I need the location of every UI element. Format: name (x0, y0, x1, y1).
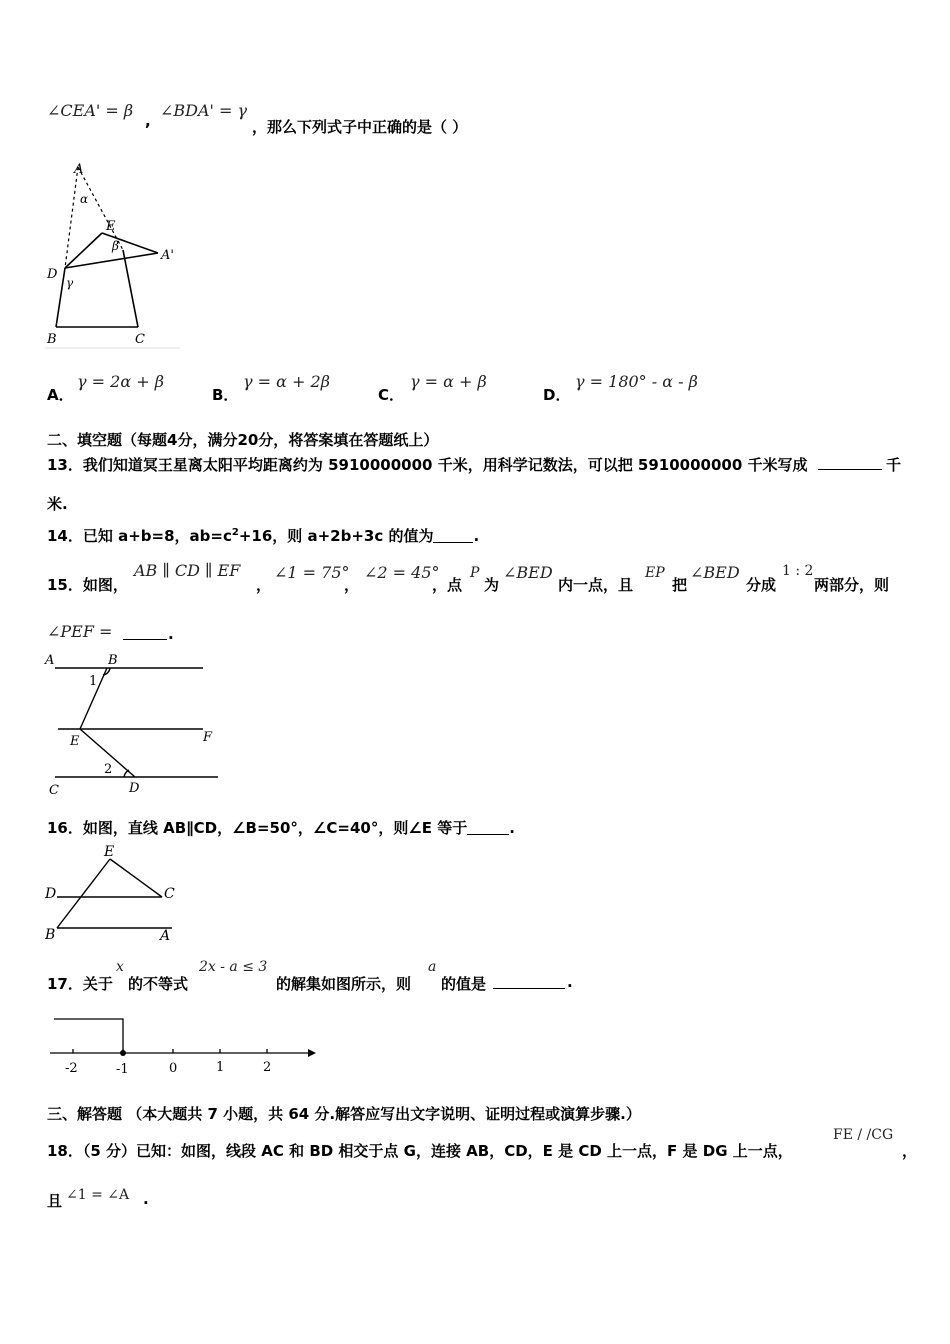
q18-line2-prefix: 且 (47, 1192, 63, 1210)
q16-answer-blank[interactable] (467, 822, 509, 835)
label-a-prime: A' (161, 248, 174, 263)
tick-label: 0 (169, 1061, 178, 1076)
label-b: B (45, 927, 56, 943)
edge-ce (123, 250, 138, 327)
q17-var-x: x (116, 959, 124, 975)
q18-comma: ， (902, 1142, 918, 1160)
tick-label: 2 (263, 1060, 272, 1075)
q12-question: ，那么下列式子中正确的是（ ） (252, 118, 468, 136)
q14-sup: 2 (231, 527, 239, 538)
label-e: E (104, 844, 115, 860)
q12-figure (40, 155, 190, 355)
q15-sep2: ， (344, 576, 360, 594)
q14-prefix: 14．已知 a+b=8，ab=c (47, 527, 232, 545)
q15-t4: 把 (672, 576, 688, 594)
q16-line (47, 817, 515, 838)
q15-point-p: P (470, 565, 480, 581)
label-c: C (49, 783, 59, 798)
q15-angle2: ∠2 = 45° (364, 563, 440, 582)
label-beta: β (112, 239, 119, 253)
q16-figure (40, 842, 190, 944)
option-a-expr: γ = 2α + β (77, 372, 164, 391)
solid-point (120, 1050, 126, 1056)
solution-bracket (54, 1019, 123, 1053)
q17-t3: 的值是 (441, 975, 487, 993)
q18-end: . (143, 1190, 149, 1208)
arc-angle-2 (124, 770, 129, 777)
label-b: B (108, 653, 118, 668)
q15-answer-blank[interactable] (123, 627, 167, 640)
dash-ad (65, 167, 78, 268)
label-d: D (129, 781, 140, 796)
label-gamma: γ (66, 276, 74, 290)
q13-unit-part1: 千 (886, 456, 902, 474)
dash-ae (78, 167, 123, 250)
edge-ea-prime (102, 233, 158, 253)
q15-bed2: ∠BED (690, 563, 740, 582)
option-b-expr: γ = α + 2β (243, 372, 330, 391)
option-b-letter: B． (212, 386, 239, 404)
q15-bed1: ∠BED (503, 563, 553, 582)
tick-label: 1 (216, 1060, 225, 1075)
q14-end: . (473, 527, 480, 545)
q18-angle-eq: ∠1 = ∠A (66, 1187, 130, 1203)
q15-parallel: AB ∥ CD ∥ EF (134, 561, 241, 580)
q17-var-a: a (428, 959, 437, 975)
label-f: F (203, 730, 213, 745)
label-d: D (47, 267, 58, 282)
q15-t6: 两部分，则 (814, 576, 890, 594)
q15-ratio: 1 : 2 (782, 563, 814, 579)
q17-end: . (567, 973, 573, 991)
q12-angle-beta: ∠CEA' = β (47, 101, 134, 120)
q15-pef: ∠PEF = (47, 622, 113, 641)
tick-label: -1 (116, 1062, 129, 1077)
option-d-expr: γ = 180° - α - β (575, 372, 698, 391)
q15-prefix: 15．如图， (47, 576, 128, 594)
q15-sep1: ， (256, 576, 272, 594)
q14-suffix: +16，则 a+2b+3c 的值为 (238, 527, 434, 545)
q15-t2: 为 (484, 576, 500, 594)
axis-arrow (308, 1049, 316, 1057)
q15-ep: EP (645, 565, 665, 581)
option-a-letter: A． (47, 386, 74, 404)
label-a: A (160, 928, 171, 944)
q13-unit-part2: 米. (47, 495, 68, 513)
option-c-letter: C． (378, 386, 405, 404)
option-d-letter: D． (543, 386, 571, 404)
q17-inequality: 2x - a ≤ 3 (199, 959, 268, 975)
q17-number-line (40, 1012, 325, 1082)
section2-title: 二、填空题（每题4分，满分20分，将答案填在答题纸上） (47, 431, 439, 449)
q15-t3: 内一点，且 (558, 576, 634, 594)
q15-angle1: ∠1 = 75° (274, 563, 350, 582)
q15-t5: 分成 (746, 576, 777, 594)
label-2: 2 (104, 762, 113, 777)
q15-figure (40, 648, 225, 800)
q17-t1: 的不等式 (128, 975, 189, 993)
q15-t1: ，点 (432, 576, 463, 594)
label-a: A (45, 653, 55, 668)
label-d: D (45, 886, 57, 902)
q17-answer-blank[interactable] (493, 976, 565, 989)
label-c: C (135, 332, 145, 347)
q16-text: 16．如图，直线 AB∥CD，∠B=50°，∠C=40°，则∠E 等于 (47, 819, 468, 837)
label-e: E (106, 219, 116, 234)
tick-label: -2 (65, 1061, 78, 1076)
q13-text: 13．我们知道冥王星离太阳平均距离约为 5910000000 千米，用科学记数法，可以把 5910000000 千米写成 (47, 456, 808, 474)
label-b: B (47, 332, 57, 347)
label-c: C (164, 886, 175, 902)
q16-end: . (509, 819, 515, 837)
label-1: 1 (89, 674, 98, 689)
q14-answer-blank[interactable] (433, 530, 473, 543)
q13-answer-blank[interactable] (818, 457, 882, 470)
section3-title: 三、解答题 （本大题共 7 小题，共 64 分.解答应写出文字说明、证明过程或演算步骤.） (47, 1105, 641, 1123)
segment-be (57, 859, 110, 928)
q17-prefix: 17．关于 (47, 975, 113, 993)
label-e: E (70, 734, 80, 749)
q15-end: . (168, 625, 174, 643)
label-alpha: α (80, 192, 89, 206)
segment-ec (110, 859, 162, 897)
q14-line (47, 525, 479, 546)
q18-text: 18．（5 分）已知：如图，线段 AC 和 BD 相交于点 G，连接 AB，CD，E 是 CD 上一点，F 是 DG 上一点， (47, 1142, 793, 1160)
label-a: A (74, 162, 84, 177)
q12-comma: , (145, 112, 151, 130)
q18-fe-cg: FE / /CG (833, 1127, 894, 1143)
option-c-expr: γ = α + β (410, 372, 487, 391)
q17-t2: 的解集如图所示，则 (276, 975, 412, 993)
q12-angle-gamma: ∠BDA' = γ (160, 101, 248, 120)
